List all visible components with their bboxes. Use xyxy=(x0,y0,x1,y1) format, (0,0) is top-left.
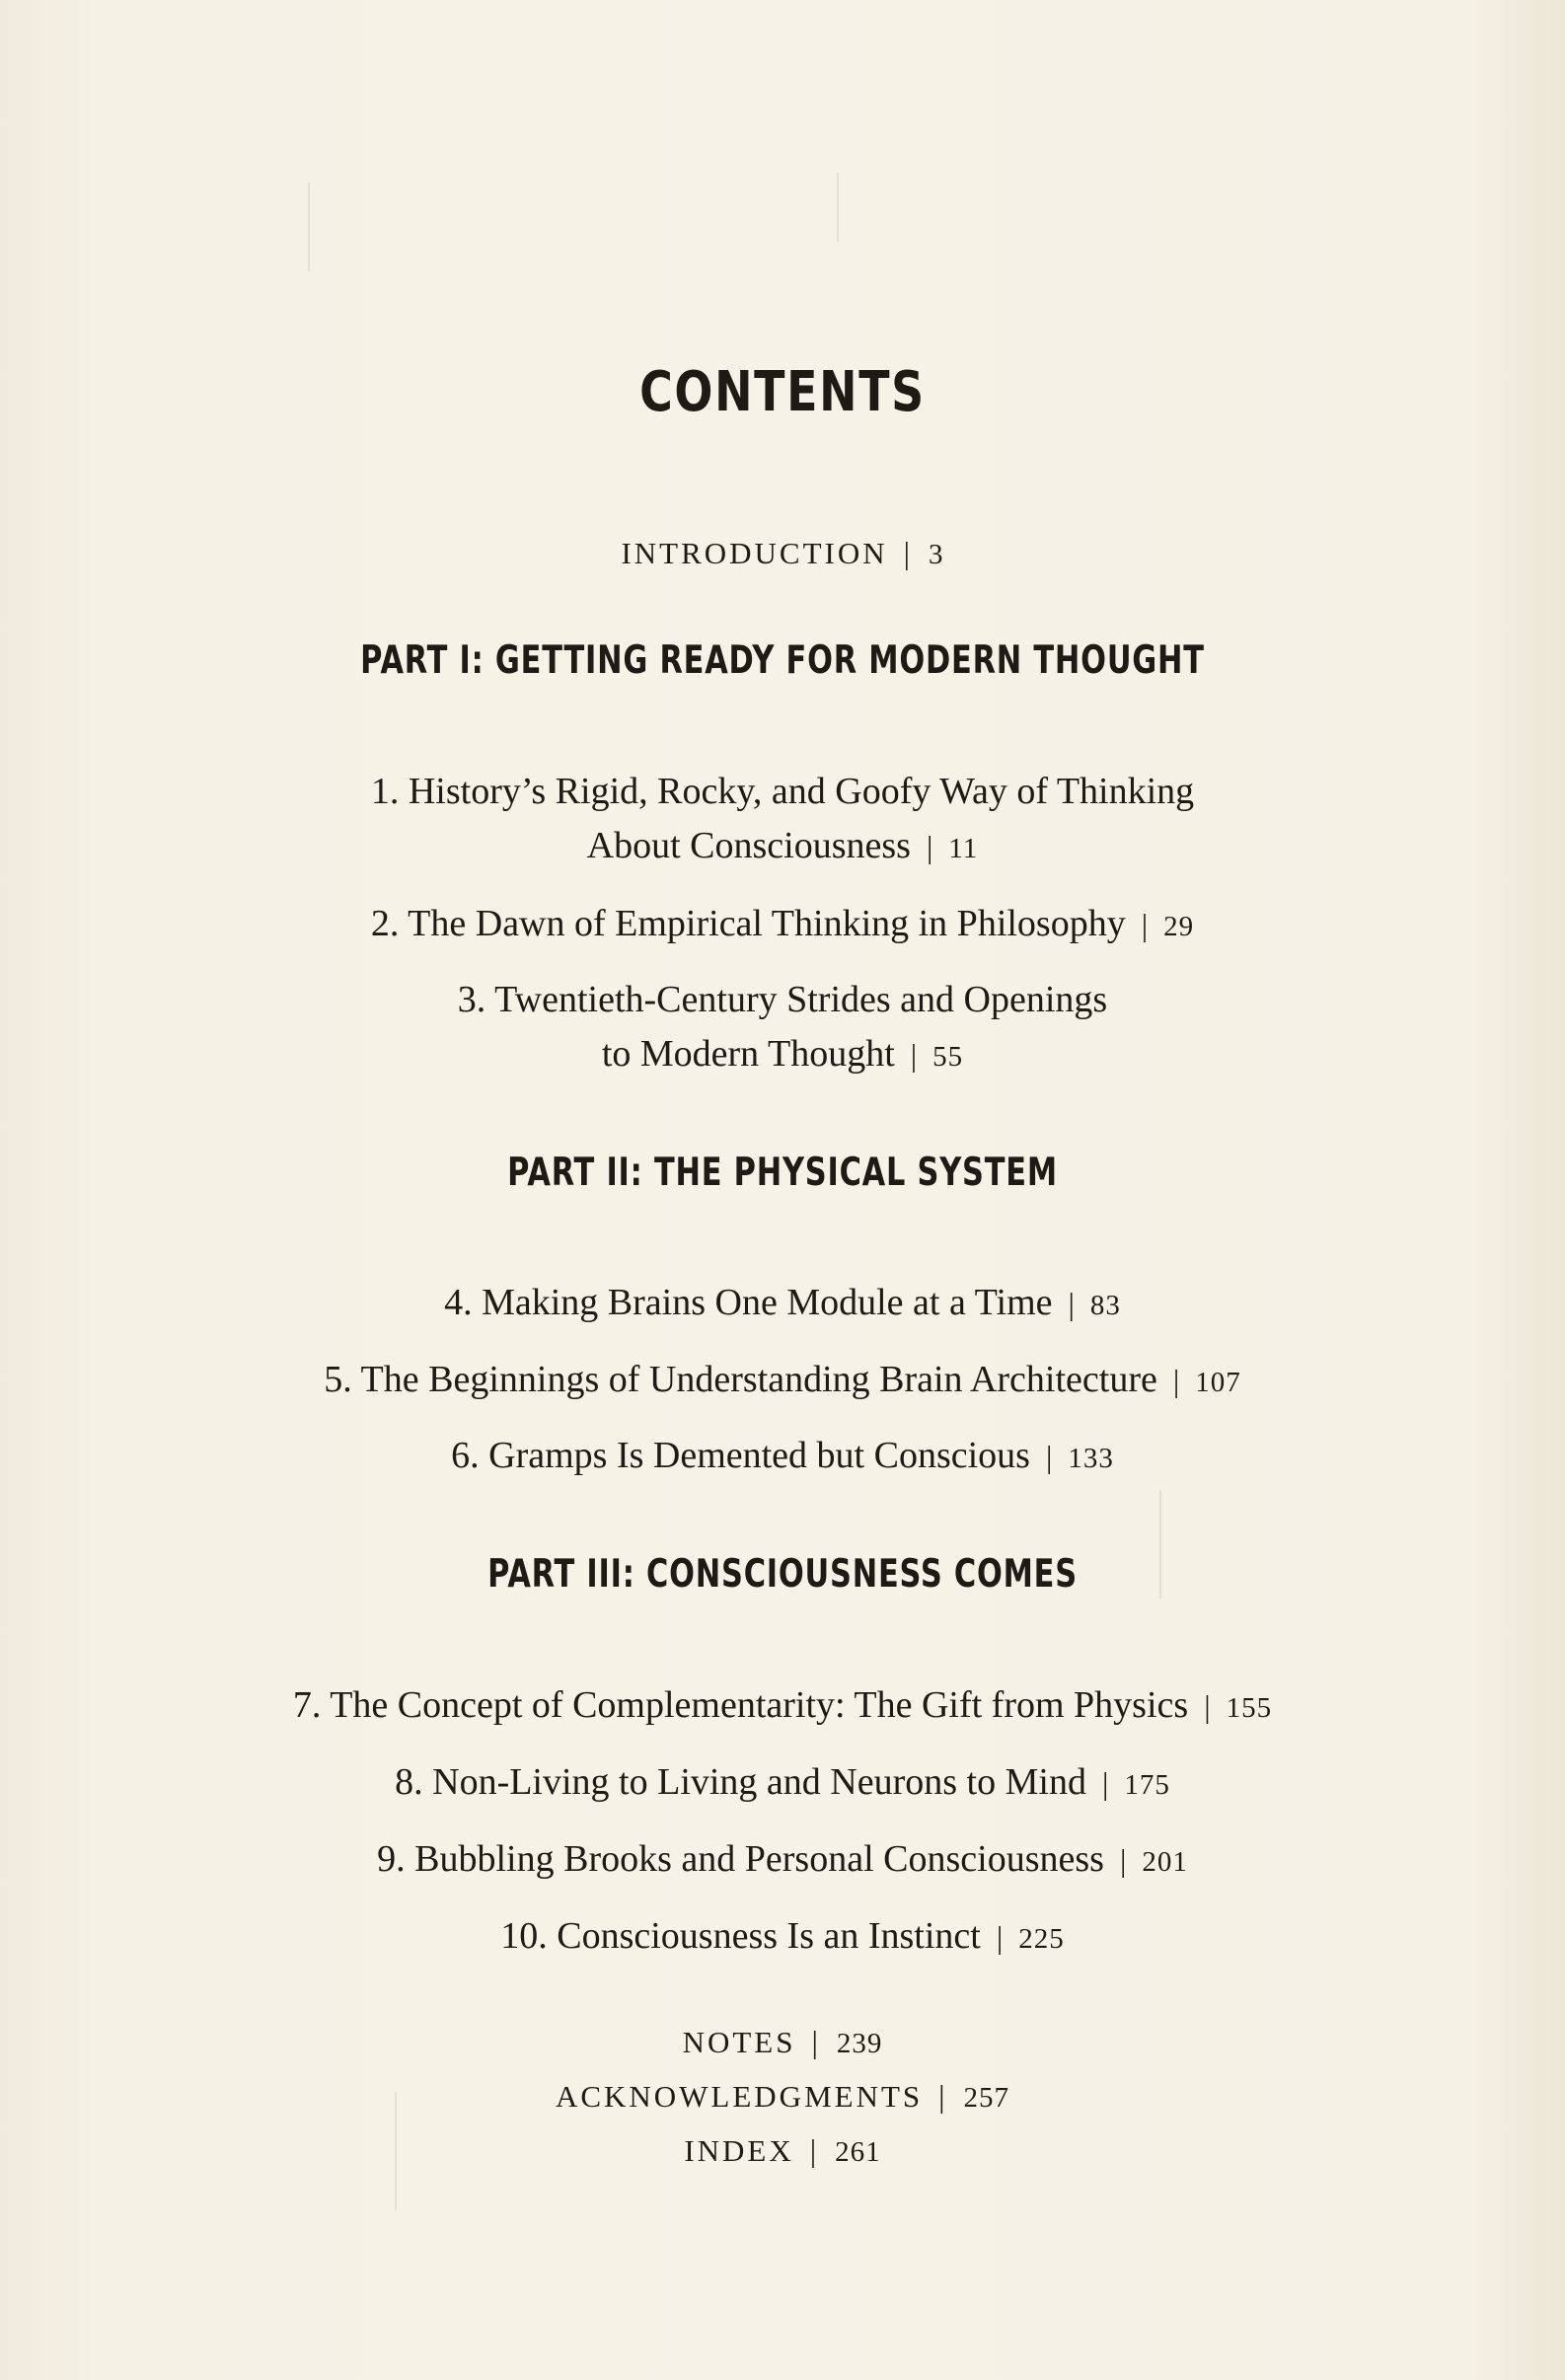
page-title: CONTENTS xyxy=(639,360,926,424)
toc-chapter-1[interactable] xyxy=(0,773,1565,810)
toc-chapter-10[interactable] xyxy=(0,1917,1565,1955)
toc-chapter-6[interactable] xyxy=(0,1437,1565,1474)
chapter-title-line: 8. Non-Living to Living and Neurons to Mind xyxy=(395,1761,1086,1803)
toc-chapter-5[interactable] xyxy=(0,1361,1565,1398)
chapter-title-line: to Modern Thought xyxy=(601,1033,895,1075)
separator: | xyxy=(910,1037,918,1073)
separator: | xyxy=(809,2132,820,2168)
page-number: 29 xyxy=(1163,911,1195,942)
page-number: 257 xyxy=(963,2082,1010,2114)
toc-index[interactable] xyxy=(0,2134,1565,2167)
separator: | xyxy=(1101,1765,1109,1801)
toc-chapter-1-cont[interactable] xyxy=(0,827,1565,864)
toc-chapter-8[interactable] xyxy=(0,1763,1565,1801)
toc-chapter-7[interactable] xyxy=(0,1686,1565,1724)
entry-label: INDEX xyxy=(684,2133,794,2168)
separator: | xyxy=(1172,1363,1180,1398)
toc-acknowledgments[interactable] xyxy=(0,2080,1565,2113)
toc-chapter-3[interactable] xyxy=(0,981,1565,1018)
separator: | xyxy=(996,1919,1004,1955)
toc-introduction[interactable] xyxy=(0,537,1565,569)
chapter-title-line: 1. History’s Rigid, Rocky, and Goofy Way of Thinking xyxy=(370,771,1195,812)
separator: | xyxy=(926,829,933,864)
toc-notes[interactable] xyxy=(0,2026,1565,2058)
toc-chapter-9[interactable] xyxy=(0,1840,1565,1878)
entry-label: NOTES xyxy=(682,2025,796,2059)
chapter-title-line: 3. Twentieth-Century Strides and Openings xyxy=(457,979,1108,1020)
separator: | xyxy=(938,2078,948,2114)
toc-chapter-3-cont[interactable] xyxy=(0,1035,1565,1073)
page-number: 261 xyxy=(835,2136,881,2168)
chapter-title-line: 2. The Dawn of Empirical Thinking in Philosophy xyxy=(370,903,1126,944)
separator: | xyxy=(1068,1286,1075,1321)
chapter-title-line: 9. Bubbling Brooks and Personal Consciousness xyxy=(377,1838,1104,1880)
separator: | xyxy=(1141,907,1149,942)
toc-chapter-2[interactable] xyxy=(0,905,1565,942)
chapter-title-line: 10. Consciousness Is an Instinct xyxy=(500,1915,981,1957)
separator: | xyxy=(1204,1688,1211,1724)
toc-chapter-4[interactable] xyxy=(0,1284,1565,1321)
page-number: 11 xyxy=(948,833,979,864)
page-number: 3 xyxy=(929,539,944,570)
chapter-title-line: About Consciousness xyxy=(586,825,911,866)
part-heading: PART III: CONSCIOUSNESS COMES xyxy=(487,1552,1078,1597)
page-number: 155 xyxy=(1226,1692,1273,1724)
page-number: 133 xyxy=(1068,1443,1114,1474)
entry-label: INTRODUCTION xyxy=(621,536,888,570)
page-number: 55 xyxy=(932,1041,964,1073)
separator: | xyxy=(1045,1439,1053,1474)
separator: | xyxy=(1119,1842,1127,1878)
separator: | xyxy=(903,535,914,570)
entry-label: ACKNOWLEDGMENTS xyxy=(555,2079,924,2114)
page-number: 225 xyxy=(1018,1923,1065,1955)
page-number: 83 xyxy=(1089,1290,1121,1321)
chapter-title-line: 4. Making Brains One Module at a Time xyxy=(444,1282,1053,1323)
chapter-title-line: 6. Gramps Is Demented but Conscious xyxy=(451,1435,1030,1476)
separator: | xyxy=(811,2024,821,2059)
page-number: 107 xyxy=(1195,1367,1241,1398)
page-number: 175 xyxy=(1124,1769,1170,1801)
part-heading: PART I: GETTING READY FOR MODERN THOUGHT xyxy=(360,638,1205,683)
paper-mark xyxy=(308,183,310,271)
paper-mark xyxy=(837,173,839,242)
chapter-title-line: 5. The Beginnings of Understanding Brain Architecture xyxy=(324,1359,1157,1400)
page-number: 201 xyxy=(1142,1846,1188,1878)
page-number: 239 xyxy=(836,2028,883,2059)
part-heading: PART II: THE PHYSICAL SYSTEM xyxy=(507,1151,1058,1195)
chapter-title-line: 7. The Concept of Complementarity: The Gift from Physics xyxy=(292,1684,1189,1726)
